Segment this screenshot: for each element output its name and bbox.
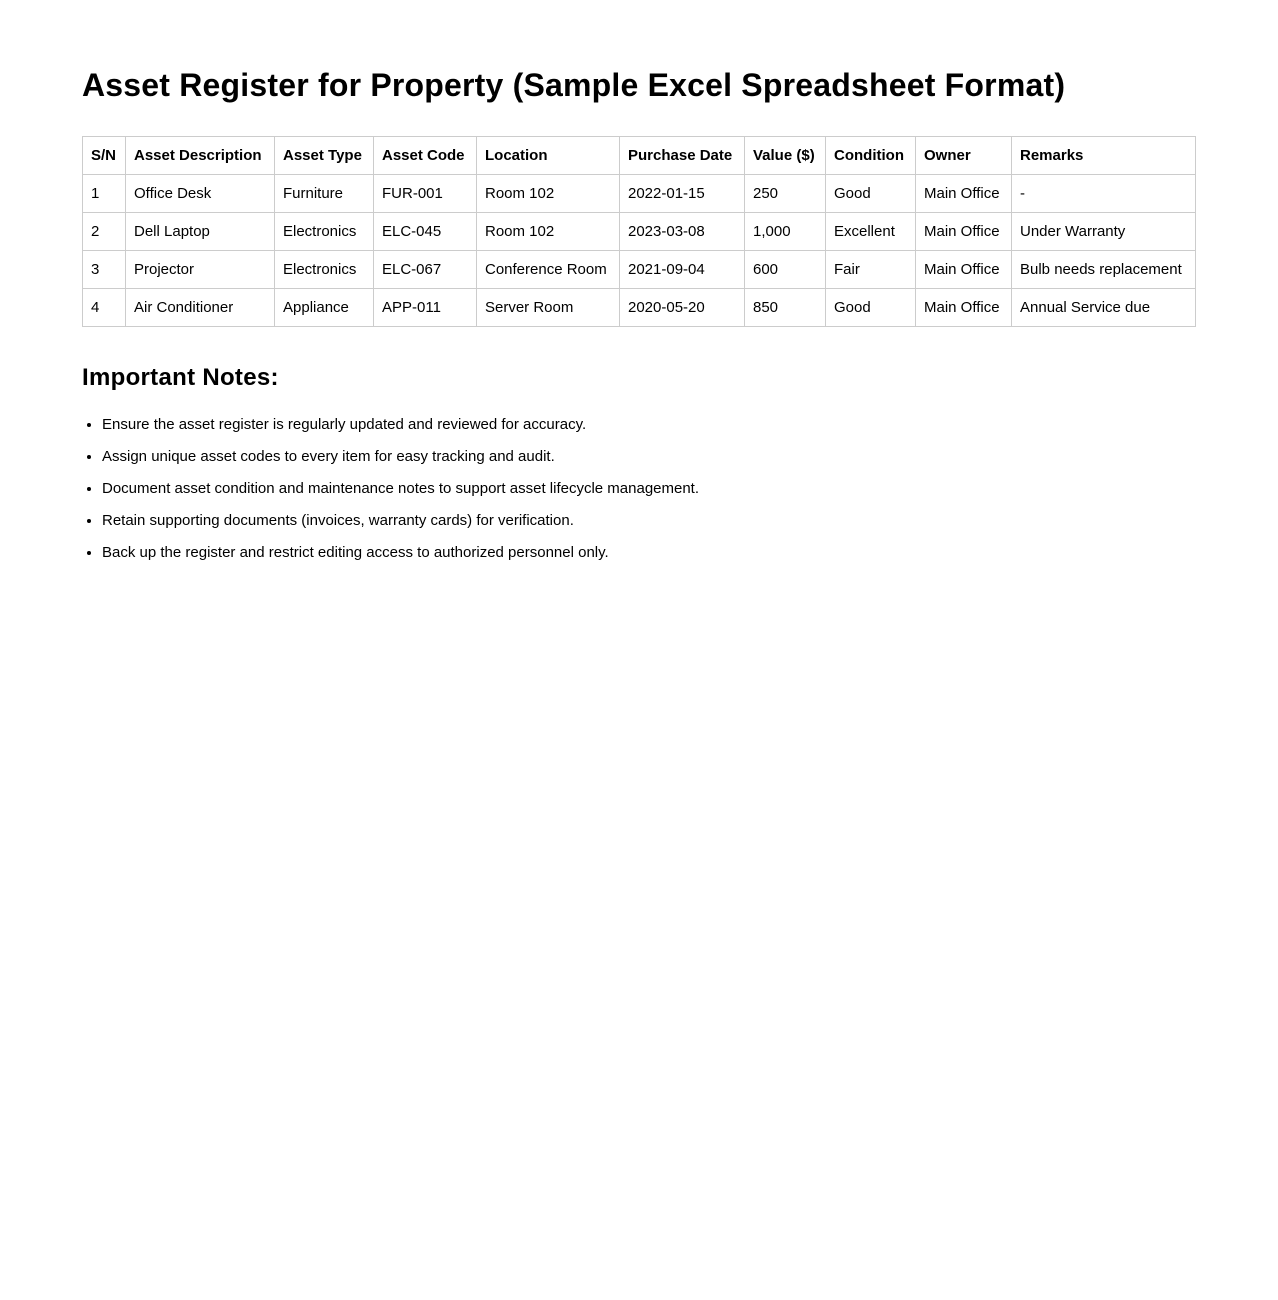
page-title: Asset Register for Property (Sample Excel Spreadsheet Format): [82, 67, 1066, 103]
header-asset-code: Asset Code: [374, 137, 477, 175]
cell-condition: Good: [826, 175, 916, 213]
table-row: [83, 213, 1196, 251]
header-purchase-date: Purchase Date: [620, 137, 745, 175]
cell-asset-description: Office Desk: [126, 175, 275, 213]
cell-asset-code: APP-011: [374, 289, 477, 327]
cell-owner: Main Office: [916, 251, 1012, 289]
cell-location: Room 102: [477, 213, 620, 251]
table-header: [83, 137, 1196, 175]
list-item: • Assign unique asset codes to every item for easy tracking and audit.: [102, 447, 1196, 467]
header-remarks: Remarks: [1012, 137, 1196, 175]
header-asset-type: Asset Type: [275, 137, 374, 175]
table-row: [83, 289, 1196, 327]
header-location: Location: [477, 137, 620, 175]
cell-asset-type: Electronics: [275, 251, 374, 289]
cell-owner: Main Office: [916, 175, 1012, 213]
cell-remarks: -: [1012, 175, 1196, 213]
header-condition: Condition: [826, 137, 916, 175]
cell-purchase-date: 2023-03-08: [620, 213, 745, 251]
cell-asset-type: Appliance: [275, 289, 374, 327]
header-row: [83, 137, 1196, 175]
cell-asset-description: Dell Laptop: [126, 213, 275, 251]
cell-sn: 1: [83, 175, 126, 213]
document-page: [0, 0, 1278, 563]
header-owner: Owner: [916, 137, 1012, 175]
header-asset-description: Asset Description: [126, 137, 275, 175]
cell-location: Server Room: [477, 289, 620, 327]
cell-sn: 2: [83, 213, 126, 251]
cell-value: 1,000: [745, 213, 826, 251]
cell-owner: Main Office: [916, 213, 1012, 251]
list-item: • Ensure the asset register is regularly updated and reviewed for accuracy.: [102, 415, 1196, 435]
list-item: • Retain supporting documents (invoices, warranty cards) for verification.: [102, 511, 1196, 531]
cell-asset-code: FUR-001: [374, 175, 477, 213]
cell-remarks: Annual Service due: [1012, 289, 1196, 327]
cell-asset-type: Electronics: [275, 213, 374, 251]
table-body: [83, 175, 1196, 327]
table-row: [83, 251, 1196, 289]
cell-condition: Excellent: [826, 213, 916, 251]
cell-asset-description: Air Conditioner: [126, 289, 275, 327]
header-sn: S/N: [83, 137, 126, 175]
cell-asset-code: ELC-067: [374, 251, 477, 289]
cell-condition: Good: [826, 289, 916, 327]
cell-sn: 4: [83, 289, 126, 327]
notes-list: [82, 415, 1196, 563]
cell-sn: 3: [83, 251, 126, 289]
cell-asset-code: ELC-045: [374, 213, 477, 251]
asset-register-table: [82, 136, 1196, 327]
cell-remarks: Under Warranty: [1012, 213, 1196, 251]
cell-remarks: Bulb needs replacement: [1012, 251, 1196, 289]
list-item: • Back up the register and restrict editing access to authorized personnel only.: [102, 543, 1196, 563]
cell-purchase-date: 2021-09-04: [620, 251, 745, 289]
cell-value: 850: [745, 289, 826, 327]
cell-location: Room 102: [477, 175, 620, 213]
cell-purchase-date: 2020-05-20: [620, 289, 745, 327]
cell-asset-type: Furniture: [275, 175, 374, 213]
notes-heading: Important Notes:: [82, 364, 279, 391]
cell-location: Conference Room: [477, 251, 620, 289]
cell-owner: Main Office: [916, 289, 1012, 327]
cell-value: 250: [745, 175, 826, 213]
table-row: [83, 175, 1196, 213]
cell-condition: Fair: [826, 251, 916, 289]
header-value: Value ($): [745, 137, 826, 175]
cell-asset-description: Projector: [126, 251, 275, 289]
cell-purchase-date: 2022-01-15: [620, 175, 745, 213]
list-item: • Document asset condition and maintenance notes to support asset lifecycle management.: [102, 479, 1196, 499]
cell-value: 600: [745, 251, 826, 289]
